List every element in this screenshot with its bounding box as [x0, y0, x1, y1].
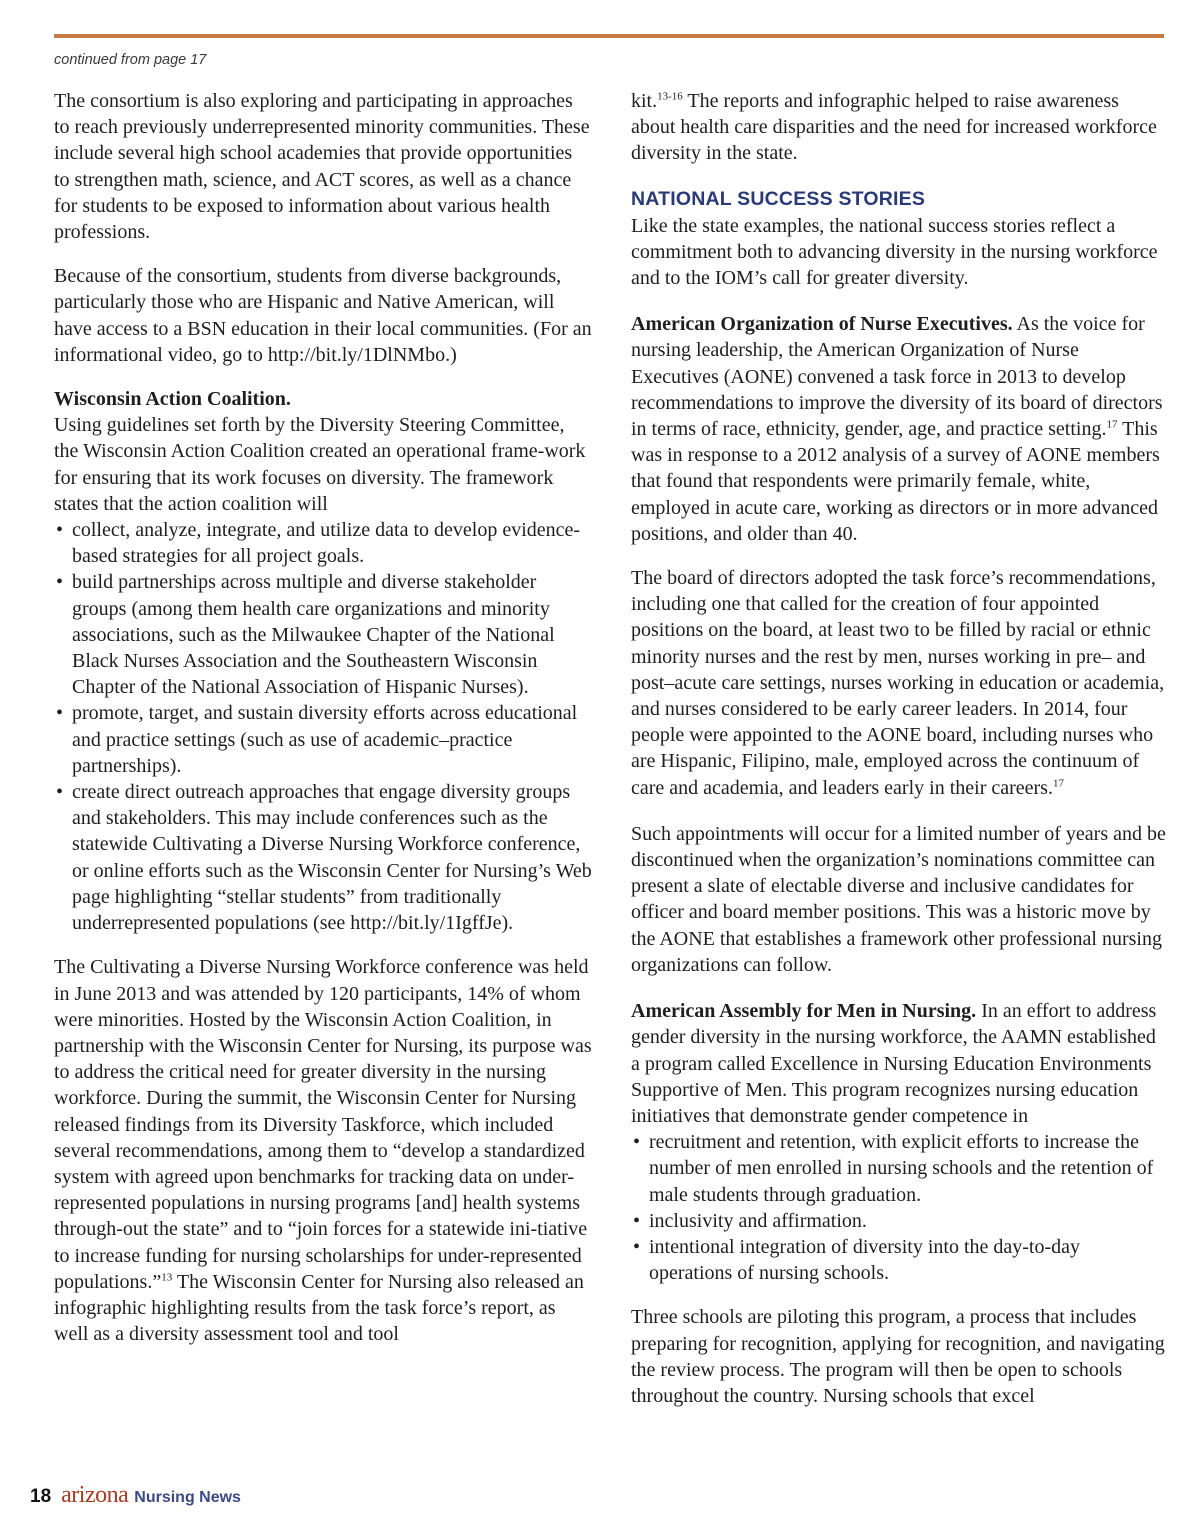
list-item: • create direct outreach approaches that engage diversity groups and stakeholders. This may include conferences such as the statewide Cultivating a Diverse Nursing Workforce conference, or online efforts such as the Wisconsin Center for Nursing’s Web page highlighting “stellar students” from traditionally underrepresented populations (see http://bit.ly/1IgffJe). [54, 779, 592, 936]
list-item: • inclusivity and affirmation. [631, 1208, 1166, 1234]
reference-superscript: 13-16 [657, 90, 683, 103]
aone-text-b: This was in response to a 2012 analysis of a survey of AONE members that found that respondents were primarily female, white, employed in acute care, working as directors or in more advanced positions, and older than 40. [631, 418, 1160, 545]
conference-paragraph [54, 954, 592, 1347]
page-number: 18 [30, 1486, 52, 1507]
wisconsin-bullet-list [54, 517, 592, 936]
aamn-text: In an effort to address gender diversity in the nursing workforce, the AAMN established a program called Excellence in Nursing Education Environments Supportive of Men. This program recognizes nursing education initiatives that demonstrate gender competence in [631, 1000, 1157, 1127]
pilot-paragraph: Three schools are piloting this program, a process that includes preparing for recognition, applying for recognition, and navigating the review process. The program will then be open to schools throughout the country. Nursing schools that excel [631, 1306, 1165, 1407]
list-item: • recruitment and retention, with explicit efforts to increase the number of men enrolled in nursing schools and the retention of male students through graduation. [631, 1129, 1166, 1208]
list-item: • intentional integration of diversity into the day-to-day operations of nursing schools. [631, 1234, 1166, 1286]
consortium-access-paragraph: Because of the consortium, students from diverse backgrounds, particularly those who are Hispanic and Native American, will have access to a BSN education in their local communities. (For an informational video, go to http://bit.ly/1DlNMbo.) [54, 265, 592, 366]
section-heading: NATIONAL SUCCESS STORIES [631, 187, 926, 210]
right-column [631, 88, 1166, 1409]
left-column [54, 88, 592, 1347]
brand-logo: arizona [61, 1482, 129, 1508]
conference-text-b: The Wisconsin Center for Nursing also released an infographic highlighting results from the task force’s report, as well as a diversity assessment tool and tool [54, 1270, 584, 1346]
reference-superscript: 17 [1052, 777, 1064, 790]
wisconsin-heading: Wisconsin Action Coalition. [54, 388, 291, 411]
board-text: The board of directors adopted the task force’s recommendations, including one that called for the creation of four appointed positions on the board, at least two to be filled by racial or ethnic minority nurses and the rest by men, nurses working in pre– and post–acute care settings, nurses working in education or academia, and nurses considered to be early career leaders. In 2014, four people were appointed to the AONE board, including nurses who are Hispanic, Filipino, male, employed across the continuum of care and academia, and leaders early in their careers. [631, 567, 1165, 799]
consortium-paragraph: The consortium is also exploring and participating in approaches to reach previously underrepresented minority communities. These include several high school academies that provide opportunities to strengthen math, science, and ACT scores, as well as a chance for students to be exposed to information about various health professions. [54, 90, 590, 244]
aone-heading: American Organization of Nurse Executives. [631, 313, 1013, 336]
toolkit-paragraph [631, 88, 1166, 167]
toolkit-text-a: kit. [631, 90, 658, 112]
appointments-paragraph: Such appointments will occur for a limited number of years and be discontinued when the organization’s nominations committee can present a slate of electable diverse and inclusive candidates for officer and board member positions. This was a historic move by the AONE that establishes a framework other professional nursing organizations can follow. [631, 822, 1166, 976]
aamn-bullet-list [631, 1129, 1166, 1286]
top-rule [54, 34, 1164, 38]
list-item: • collect, analyze, integrate, and utilize data to develop evidence-based strategies for all project goals. [54, 517, 592, 569]
national-intro-paragraph: Like the state examples, the national success stories reflect a commitment both to advancing diversity in the nursing workforce and to the IOM’s call for greater diversity. [631, 214, 1158, 290]
aone-paragraph [631, 311, 1166, 547]
list-item: • promote, target, and sustain diversity efforts across educational and practice settings (such as use of academic–practice partnerships). [54, 700, 592, 779]
aamn-paragraph [631, 998, 1166, 1129]
list-item: • build partnerships across multiple and diverse stakeholder groups (among them health care organizations and minority associations, such as the Milwaukee Chapter of the National Black Nurses Association and the Southeastern Wisconsin Chapter of the National Association of Hispanic Nurses). [54, 569, 592, 700]
continued-note: continued from page 17 [54, 52, 207, 68]
reference-superscript: 17 [1106, 418, 1118, 431]
wisconsin-intro: Using guidelines set forth by the Diversity Steering Committee, the Wisconsin Action Coalition created an operational frame-work for ensuring that its work focuses on diversity. The framework states that the action coalition will [54, 414, 586, 515]
aamn-heading: American Assembly for Men in Nursing. [631, 1000, 977, 1023]
publication-name: Nursing News [134, 1489, 241, 1506]
page-footer [30, 1482, 241, 1509]
toolkit-text-b: The reports and infographic helped to raise awareness about health care disparities and the need for increased workforce diversity in the state. [631, 90, 1157, 165]
reference-superscript: 13 [161, 1271, 173, 1284]
board-paragraph [631, 565, 1166, 801]
conference-text-a: The Cultivating a Diverse Nursing Workforce conference was held in June 2013 and was attended by 120 participants, 14% of whom were minorities. Hosted by the Wisconsin Action Coalition, in partnership with the Wisconsin Center for Nursing, its purpose was to address the critical need for greater diversity in the nursing workforce. During the summit, the Wisconsin Center for Nursing released findings from its Diversity Taskforce, which included several recommendations, among them to “develop a standardized system with agreed upon benchmarks for tracking data on under-represented populations in nursing programs [and] health systems through-out the state” and to “join forces for a statewide ini-tiative to increase funding for nursing scholarships for under-represented populations.” [54, 956, 592, 1293]
aone-text-a: As the voice for nursing leadership, the American Organization of Nurse Executives (AONE) convened a task force in 2013 to develop recommendations to improve the diversity of its board of directors in terms of race, ethnicity, gender, age, and practice setting. [631, 313, 1163, 441]
